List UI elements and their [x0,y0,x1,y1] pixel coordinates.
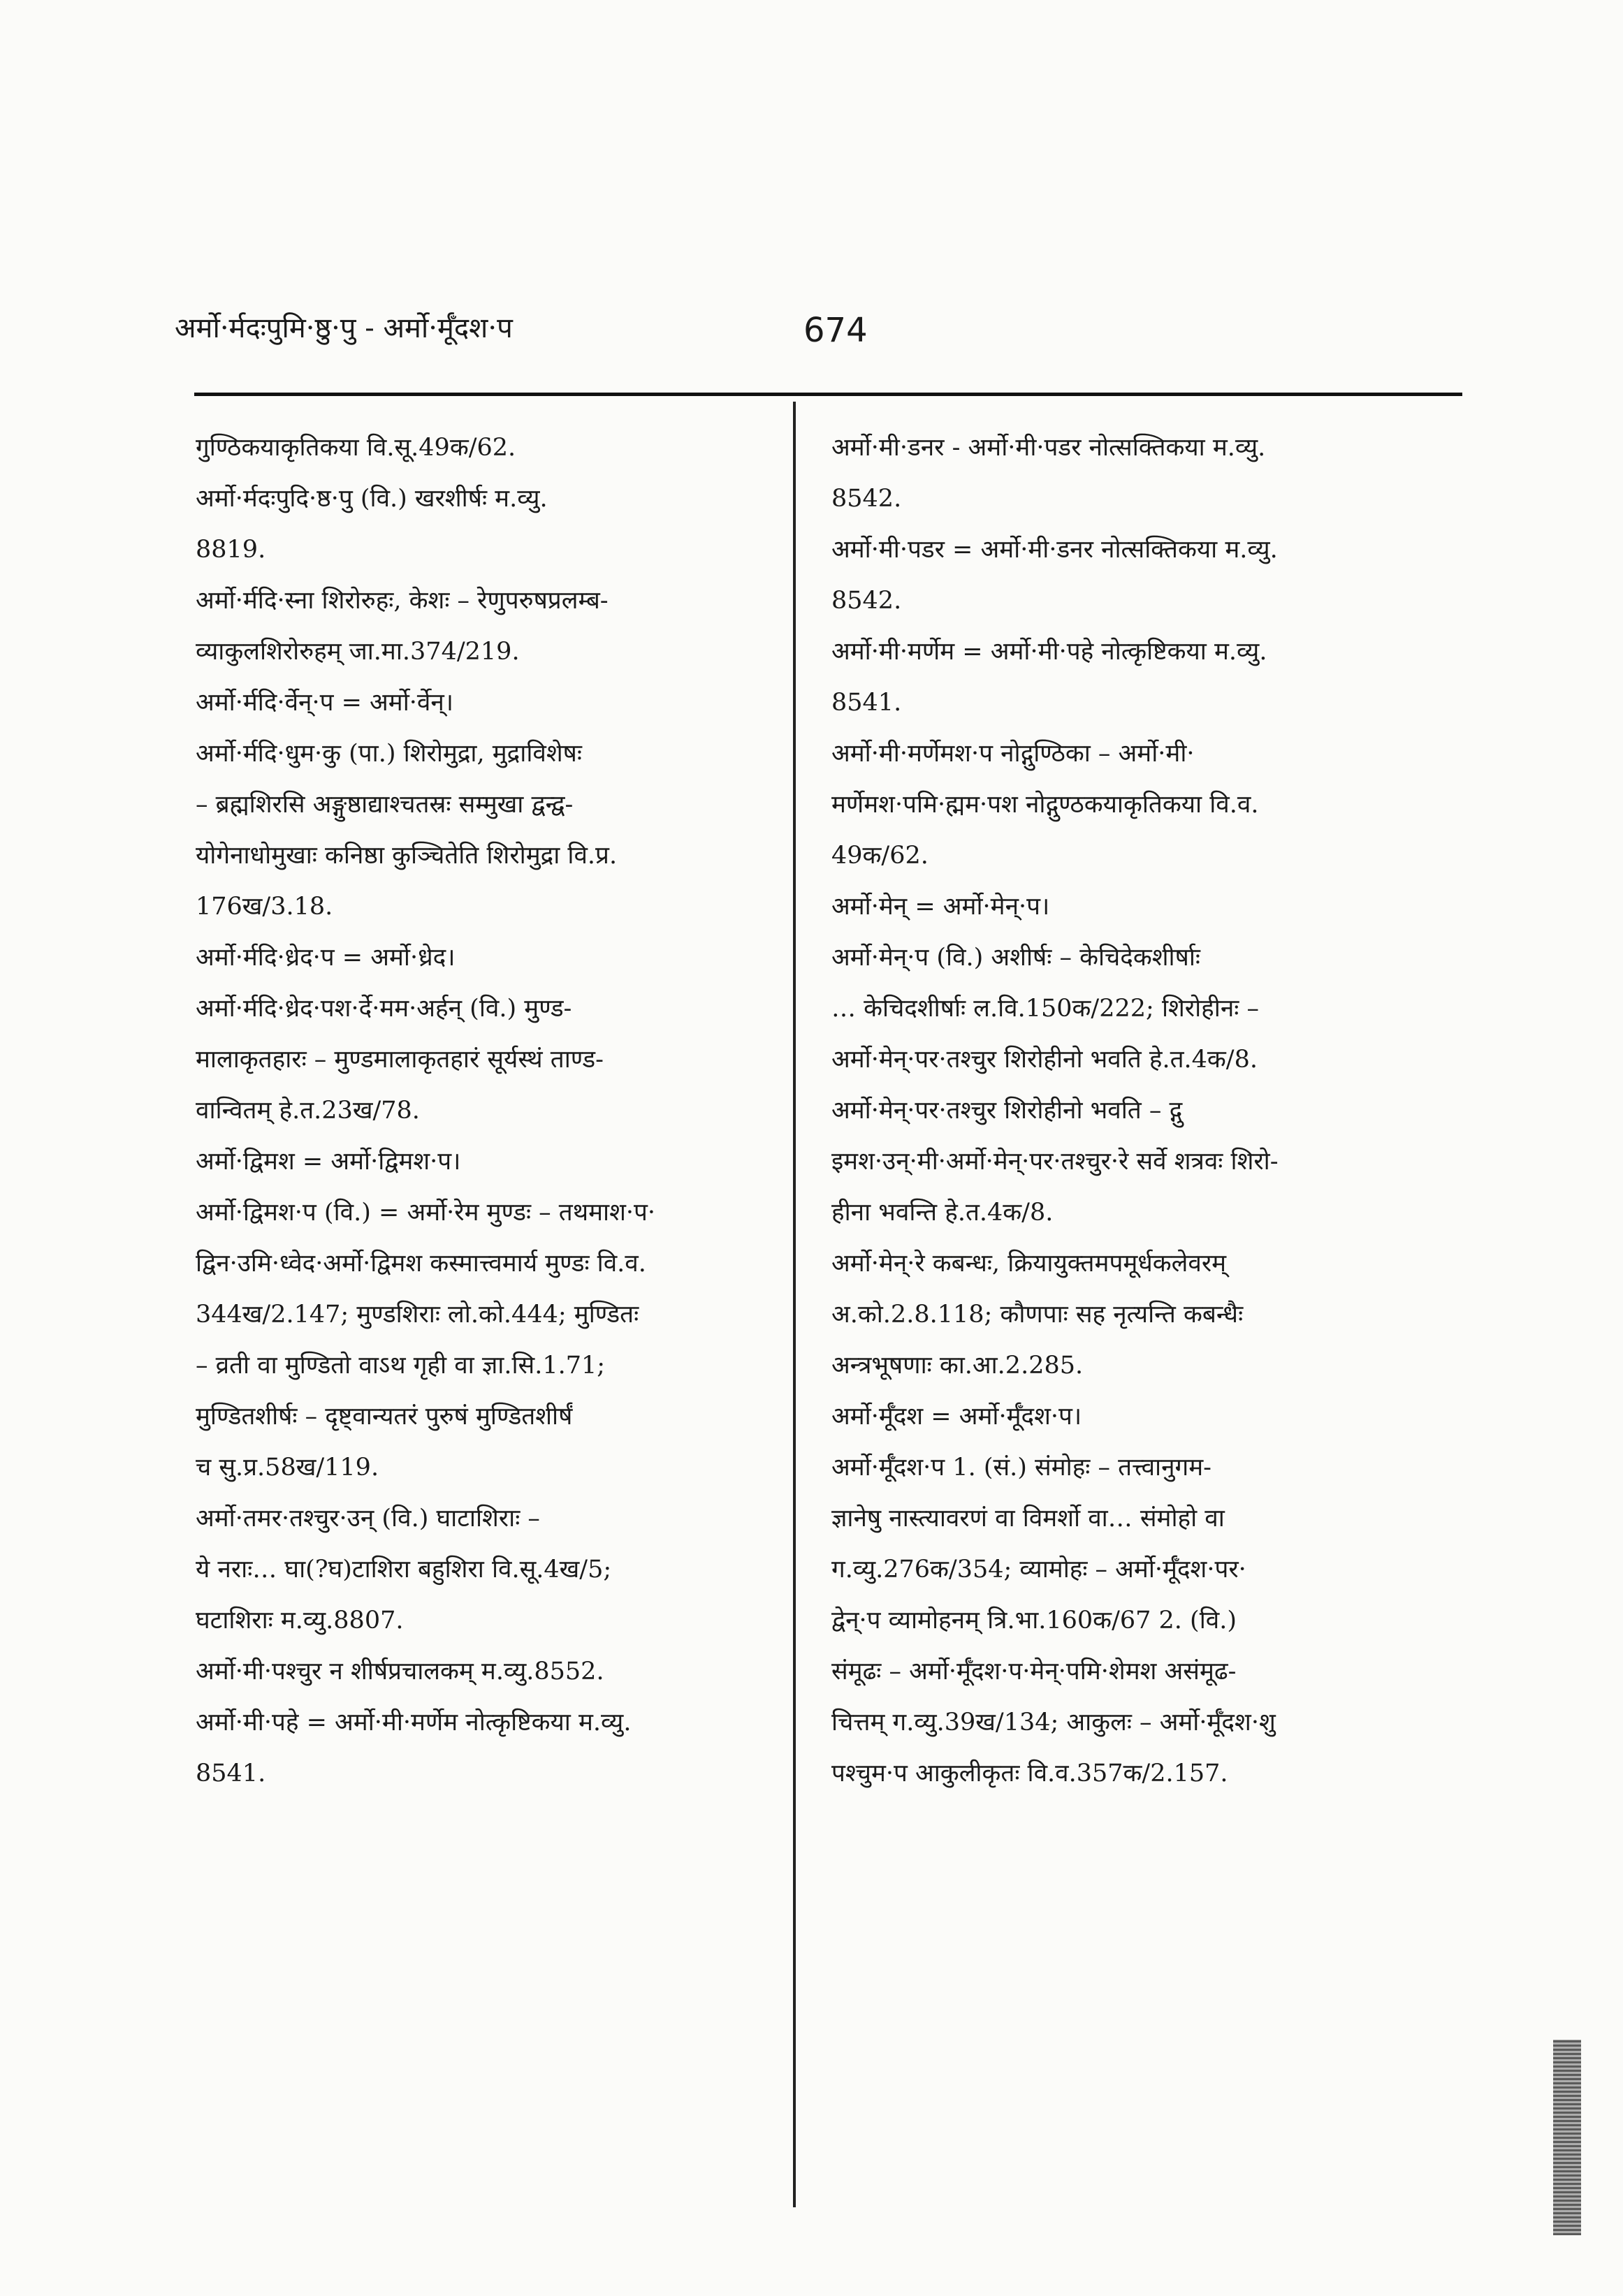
dictionary-line: अर्मो·र्मदि·ध्रेद·पश·र्दे·मम·अर्हन् (वि.) मुण्ड- [196,995,572,1023]
header-rule [194,393,1462,396]
dictionary-line: इमश·उन्·मी·अर्मो·मेन्·पर·तश्चुर·रे सर्वे शत्रवः शिरो- [831,1148,1279,1176]
dictionary-line: अर्मो·र्मदि·ध्रेद·प = अर्मो·ध्रेद। [196,944,456,972]
dictionary-line: 8541. [196,1760,266,1787]
scan-edge-artifact [1553,2040,1581,2235]
dictionary-line: अर्मो·मेन्·पर·तश्चुर शिरोहीनो भवति हे.त.4क/8. [831,1046,1258,1074]
dictionary-line: चित्तम् ग.व्यु.39ख/134; आकुलः – अर्मो·र्मूँदश·शु [831,1709,1276,1736]
dictionary-line: ग.व्यु.276क/354; व्यामोहः – अर्मो·र्मूँदश·पर· [831,1556,1246,1584]
dictionary-line: मर्णेमश·पमि·ह्मम·पश नोद्गुण्ठकयाकृतिकया वि.व. [831,791,1259,819]
dictionary-line: अन्त्रभूषणाः का.आ.2.285. [831,1352,1084,1380]
left-column [196,423,779,1799]
dictionary-line: हीना भवन्ति हे.त.4क/8. [831,1199,1054,1227]
dictionary-line: च सु.प्र.58ख/119. [196,1454,379,1482]
dictionary-line: अर्मो·मेन्·पर·तश्चुर शिरोहीनो भवति – द्गु [831,1097,1183,1125]
dictionary-line: अर्मो·र्मदि·स्ना शिरोरुहः, केशः – रेणुपरुषप्रलम्ब- [196,587,609,615]
dictionary-line: अर्मो·मेन् = अर्मो·मेन्·प। [831,893,1050,921]
page-number: 674 [803,311,868,350]
dictionary-line: अर्मो·मेन्·प (वि.) अशीर्षः – केचिदेकशीर्षाः [831,944,1200,972]
column-divider [793,402,796,2207]
dictionary-line: अर्मो·मी·पडर = अर्मो·मी·डनर नोत्सक्तिकया म.व्यु. [831,536,1278,564]
dictionary-line: 344ख/2.147; मुण्डशिराः लो.को.444; मुण्डितः [196,1301,639,1329]
dictionary-line: घटाशिराः म.व्यु.8807. [196,1607,404,1635]
dictionary-line: अर्मो·र्मूँदश = अर्मो·र्मूँदश·प। [831,1403,1082,1431]
dictionary-line: अर्मो·र्मूँदश·प 1. (सं.) संमोहः – तत्त्वानुगम- [831,1454,1211,1482]
dictionary-line: 8541. [831,689,902,717]
dictionary-line: अ.को.2.8.118; कौणपाः सह नृत्यन्ति कबन्धैः [831,1301,1244,1329]
right-column [831,423,1464,1799]
dictionary-line: अर्मो·तमर·तश्चुर·उन् (वि.) घाटाशिराः – [196,1505,540,1533]
dictionary-line: अर्मो·मी·पश्चुर न शीर्षप्रचालकम् म.व्यु.8552. [196,1658,604,1686]
dictionary-line: ज्ञानेषु नास्त्यावरणं वा विमर्शो वा… संमोहो वा [831,1505,1225,1533]
dictionary-line: 176ख/3.18. [196,893,333,921]
dictionary-line: पश्चुम·प आकुलीकृतः वि.व.357क/2.157. [831,1760,1228,1787]
dictionary-line: योगेनाधोमुखाः कनिष्ठा कुञ्चितेति शिरोमुद्रा वि.प्र. [196,842,618,870]
dictionary-line: – व्रती वा मुण्डितो वाऽथ गृही वा ज्ञा.सि.1.71; [196,1352,606,1380]
dictionary-line: अर्मो·मी·डनर - अर्मो·मी·पडर नोत्सक्तिकया म.व्यु. [831,434,1266,462]
dictionary-line: द्वेन्·प व्यामोहनम् त्रि.भा.160क/67 2. (वि.) [831,1607,1237,1635]
dictionary-line: अर्मो·र्मदःपुदि·ष्ठ·पु (वि.) खरशीर्षः म.व्यु. [196,485,548,513]
dictionary-line: मुण्डितशीर्षः – दृष्ट्वान्यतरं पुरुषं मुण्डितशीर्षं [196,1403,573,1431]
dictionary-line: – ब्रह्मशिरसि अङ्गुष्ठाद्याश्चतस्रः सम्मुखा द्वन्द्व- [196,791,574,819]
dictionary-line: ये नराः… घा(?घ)टाशिरा बहुशिरा वि.सू.4ख/5; [196,1556,612,1584]
dictionary-line: अर्मो·र्मदि·धुम·कु (पा.) शिरोमुद्रा, मुद्राविशेषः [196,740,582,768]
running-header-left: अर्मो·र्मदःपुमि·ष्ठु·पु - अर्मो·र्मूँदश·प [175,312,513,344]
dictionary-line: 8542. [831,485,902,513]
dictionary-line: गुण्ठिकयाकृतिकया वि.सू.49क/62. [196,434,516,462]
dictionary-line: मालाकृतहारः – मुण्डमालाकृतहारं सूर्यस्थं ताण्ड- [196,1046,604,1074]
dictionary-line: 8819. [196,536,266,564]
dictionary-line: संमूढः – अर्मो·र्मूँदश·प·मेन्·पमि·शेमश असंमूढ- [831,1658,1237,1686]
dictionary-line: अर्मो·द्विमश = अर्मो·द्विमश·प। [196,1148,461,1176]
dictionary-line: अर्मो·मेन्·रे कबन्धः, क्रियायुक्तमपमूर्धकलेवरम् [831,1250,1227,1278]
dictionary-line: अर्मो·मी·मर्णेमश·प नोद्गुण्ठिका – अर्मो·मी· [831,740,1195,768]
dictionary-line: अर्मो·द्विमश·प (वि.) = अर्मो·रेम मुण्डः – तथमाश·प· [196,1199,656,1227]
dictionary-line: अर्मो·मी·पहे = अर्मो·मी·मर्णेम नोत्कृष्टिकया म.व्यु. [196,1709,632,1736]
dictionary-line: 8542. [831,587,902,615]
dictionary-line: 49क/62. [831,842,929,870]
dictionary-line: अर्मो·र्मदि·र्वेन्·प = अर्मो·र्वेन्। [196,689,454,717]
dictionary-line: द्विन·उमि·ध्वेद·अर्मो·द्विमश कस्मात्त्वमार्य मुण्डः वि.व. [196,1250,646,1278]
dictionary-line: व्याकुलशिरोरुहम् जा.मा.374/219. [196,638,520,666]
dictionary-line: वान्वितम् हे.त.23ख/78. [196,1097,420,1125]
dictionary-line: अर्मो·मी·मर्णेम = अर्मो·मी·पहे नोत्कृष्टिकया म.व्यु. [831,638,1267,666]
dictionary-line: … केचिदशीर्षाः ल.वि.150क/222; शिरोहीनः – [831,995,1259,1023]
